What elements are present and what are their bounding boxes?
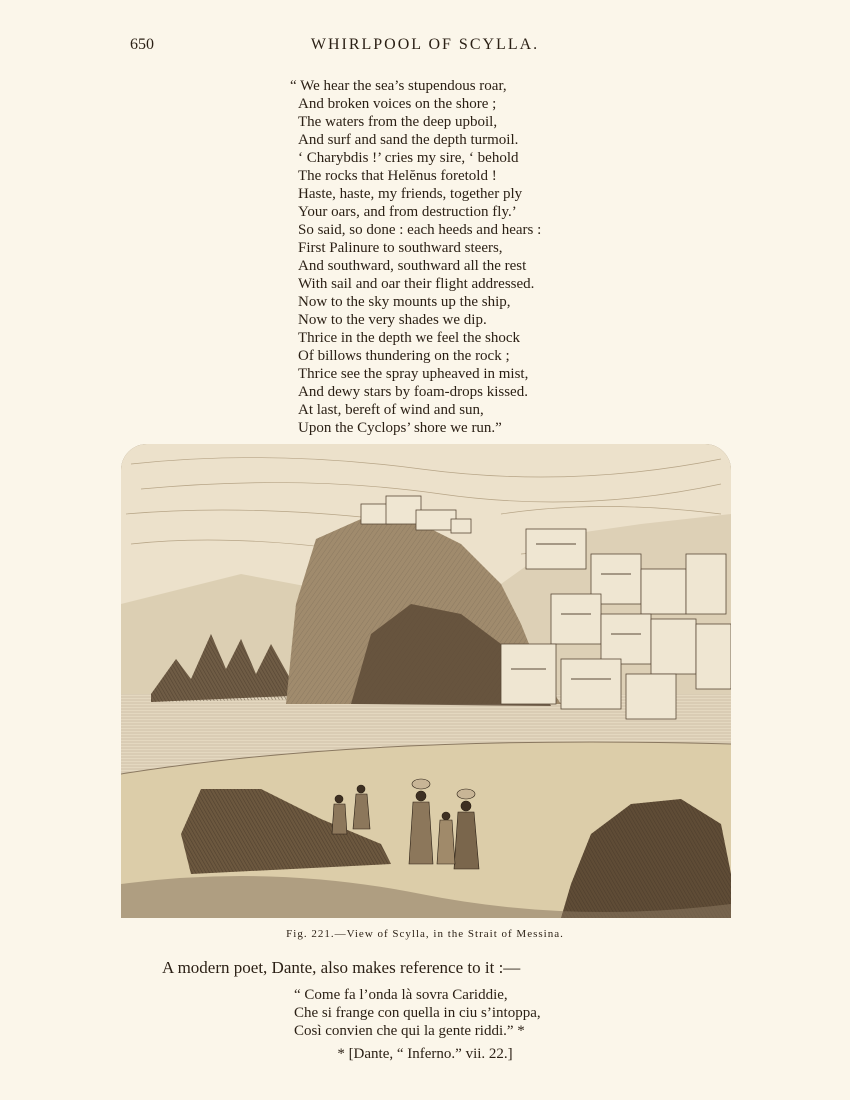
page-header [0,36,850,60]
poem-line: Thrice see the spray upheaved in mist, [298,366,529,382]
poem-line: Thrice in the depth we feel the shock [298,330,520,346]
poem-line: And broken voices on the shore ; [298,96,497,112]
quote-line: Così convien che qui la gente riddi.” * [294,1023,525,1039]
poem-line: So said, so done : each heeds and hears : [298,222,542,238]
scylla-engraving [121,444,731,918]
body-paragraph: A modern poet, Dante, also makes reference to it :— [162,958,521,977]
poem-line: ‘ Charybdis !’ cries my sire, ‘ behold [298,150,519,166]
poem-line: Your oars, and from destruction fly.’ [298,204,517,220]
dante-quote [294,986,541,1040]
quote-line: “ Come fa l’onda là sovra Cariddie, [294,987,508,1003]
poem-line: Now to the very shades we dip. [298,312,487,328]
poem-line: “ We hear the sea’s stupendous roar, [290,78,507,94]
poem-line: At last, bereft of wind and sun, [298,402,484,418]
poem-line: First Palinure to southward steers, [298,240,503,256]
footnote: * [Dante, “ Inferno.” vii. 22.] [337,1046,513,1062]
quote-line: Che si frange con quella in ciu s’intoppa, [294,1005,541,1021]
running-title: WHIRLPOOL OF SCYLLA. [310,36,540,53]
poem-block [290,77,618,437]
figure-caption: Fig. 221.—View of Scylla, in the Strait of Messina. [286,928,564,940]
poem-line: Upon the Cyclops’ shore we run.” [298,420,502,436]
poem-line: Haste, haste, my friends, together ply [298,186,523,202]
poem-line: Now to the sky mounts up the ship, [298,294,511,310]
poem-line: The waters from the deep upboil, [298,114,498,130]
poem-line: And dewy stars by foam-drops kissed. [298,384,528,400]
poem-line: And southward, southward all the rest [298,258,527,274]
poem-line: The rocks that Helĕnus foretold ! [298,168,497,184]
poem-line: And surf and sand the depth turmoil. [298,132,519,148]
poem-line: Of billows thundering on the rock ; [298,348,510,364]
engraving-illustration [121,444,731,918]
poem-line: With sail and oar their flight addressed. [298,276,535,292]
page-number: 650 [130,36,154,53]
